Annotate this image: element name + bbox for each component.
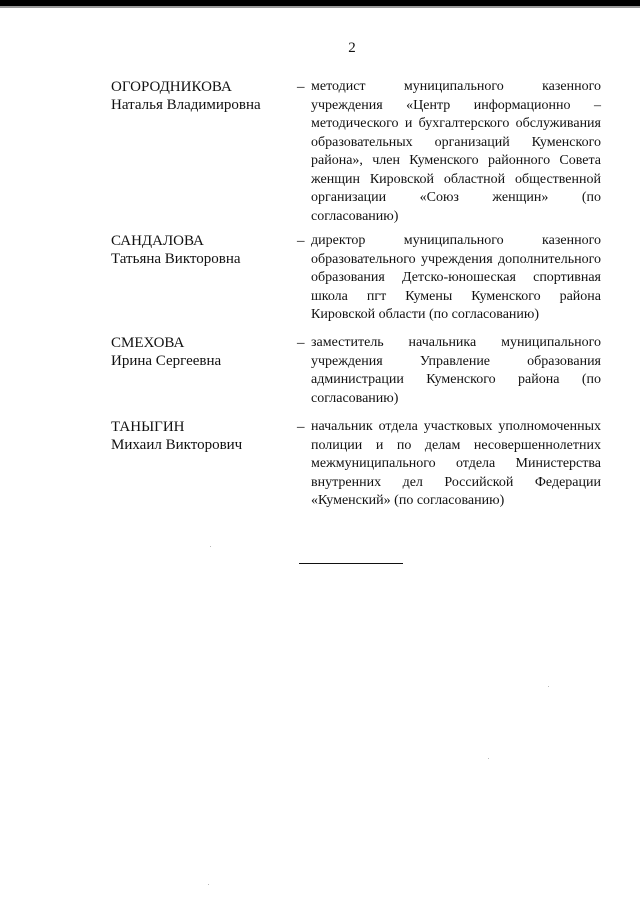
member-name — [111, 334, 291, 370]
member-given-names: Ирина Сергеевна — [111, 353, 222, 369]
scan-top-border-shadow — [0, 6, 640, 8]
member-surname: САНДАЛОВА — [111, 233, 204, 249]
member-surname: ОГОРОДНИКОВА — [111, 79, 232, 95]
closing-rule — [299, 563, 403, 564]
scan-speck — [548, 686, 549, 687]
entry-dash: – — [297, 419, 305, 435]
member-given-names: Михаил Викторович — [111, 437, 243, 453]
scan-speck — [210, 546, 211, 547]
member-name — [111, 232, 291, 268]
scan-speck — [488, 758, 489, 759]
member-surname: ТАНЫГИН — [111, 419, 185, 435]
member-surname: СМЕХОВА — [111, 335, 185, 351]
member-name — [111, 418, 291, 454]
page-number: 2 — [348, 40, 356, 56]
member-given-names: Татьяна Викторовна — [111, 251, 241, 267]
member-given-names: Наталья Владимировна — [111, 97, 261, 113]
entry-dash: – — [297, 233, 305, 249]
member-description: начальник отдела участковых уполномоченных полиции и по делам несовершеннолетних межмуниципального отдела Министерства внутренних дел Российской Федерации «Куменский» (по согласованию) — [311, 419, 601, 508]
member-description: методист муниципального казенного учреждения «Центр информационно – методического и бухгалтерского обслуживания образовательных организаций Куменского района», член Куменского районного Совета женщин Кировской областной общественной организации «Союз женщин» (по согласованию) — [311, 79, 601, 224]
entry-dash: – — [297, 79, 305, 95]
member-description: заместитель начальника муниципального учреждения Управление образования администрации Куменского района (по согласованию) — [311, 335, 601, 406]
scan-speck — [208, 884, 209, 885]
entry-dash: – — [297, 335, 305, 351]
member-description: директор муниципального казенного образовательного учреждения дополнительного образования Детско-юношеская спортивная школа пгт Кумены Куменского района Кировской области (по согласованию) — [311, 233, 601, 322]
member-name — [111, 78, 291, 114]
